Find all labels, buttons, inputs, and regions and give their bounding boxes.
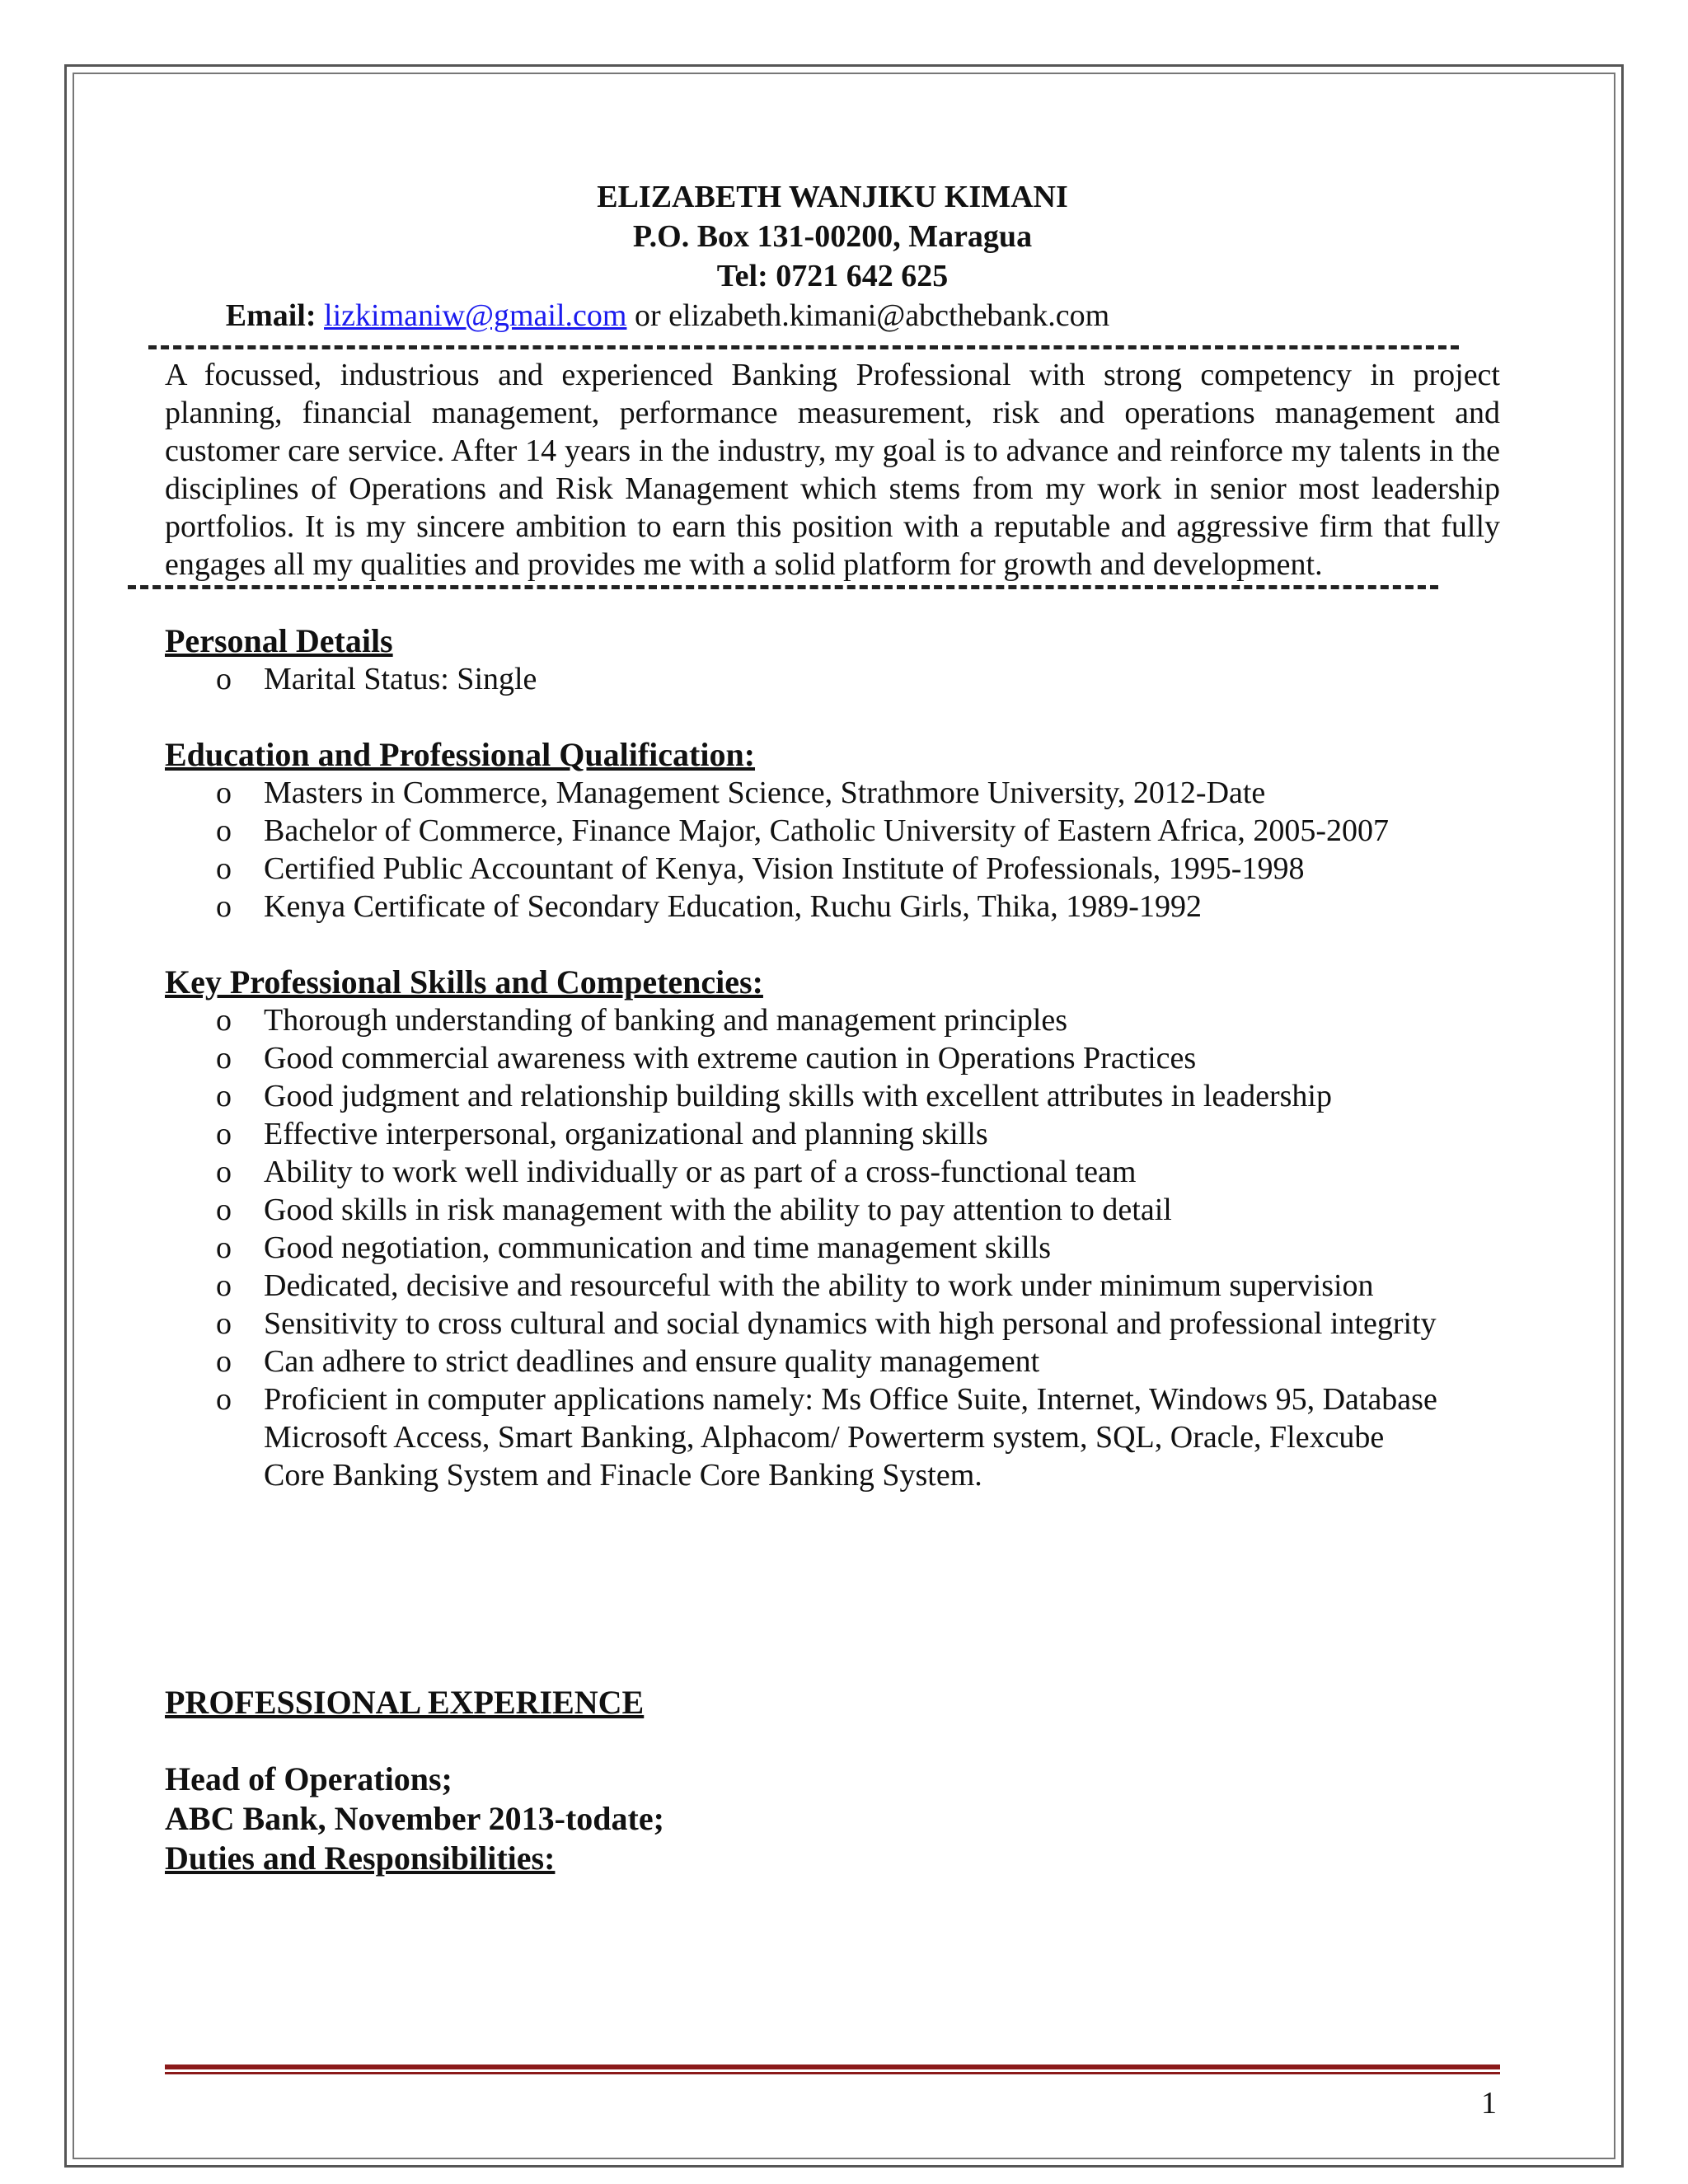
list-item: o Sensitivity to cross cultural and social dynamics with high personal and professional integrity — [216, 1306, 1437, 1341]
bullet-icon: o — [216, 1306, 232, 1341]
postal-address: P.O. Box 131-00200, Maragua — [632, 219, 1033, 254]
bullet-icon: o — [216, 1230, 232, 1265]
list-item: o Effective interpersonal, organizational and planning skills — [216, 1117, 988, 1151]
bullet-icon: o — [216, 1117, 232, 1151]
page-number: 1 — [1481, 2086, 1497, 2121]
bullet-icon: o — [216, 1344, 232, 1379]
list-item: o Proficient in computer applications namely: Ms Office Suite, Internet, Windows 95, Database Microsoft Access, Smart Banking, Alphacom/ Powerterm system, SQL, Oracle, Flexcube Core Banking System and Finacle Core Banking System. — [216, 1382, 1437, 1493]
bullet-icon: o — [216, 662, 232, 696]
bullet-icon: o — [216, 1003, 232, 1038]
dashed-divider-top — [148, 345, 1459, 349]
list-item: o Good judgment and relationship building skills with excellent attributes in leadership — [216, 1079, 1332, 1113]
skills-list — [165, 1001, 1500, 1494]
bullet-icon: o — [216, 1382, 232, 1417]
duties-heading: Duties and Responsibilities: — [165, 1840, 556, 1877]
email-connector: or — [626, 298, 669, 333]
bullet-icon: o — [216, 776, 232, 810]
telephone: Tel: 0721 642 625 — [716, 259, 949, 293]
list-item: o Good negotiation, communication and time management skills — [216, 1230, 1052, 1265]
email-label: Email: — [225, 298, 316, 333]
list-item: o Thorough understanding of banking and management principles — [216, 1003, 1068, 1038]
resume-header — [165, 177, 1500, 335]
education-heading: Education and Professional Qualification: — [165, 736, 756, 773]
job-title: Head of Operations; — [165, 1760, 452, 1797]
list-item: o Bachelor of Commerce, Finance Major, Catholic University of Eastern Africa, 2005-2007 — [216, 813, 1390, 848]
bullet-icon: o — [216, 851, 232, 886]
list-item: o Dedicated, decisive and resourceful with the ability to work under minimum supervision — [216, 1268, 1374, 1303]
education-list — [165, 774, 1500, 926]
resume-body — [165, 177, 1500, 1878]
email-line — [0, 296, 1343, 335]
bullet-icon: o — [216, 1041, 232, 1076]
skills-heading: Key Professional Skills and Competencies: — [165, 963, 763, 1001]
list-item: o Good skills in risk management with the ability to pay attention to detail — [216, 1193, 1172, 1227]
bullet-icon: o — [216, 1155, 232, 1189]
bullet-icon: o — [216, 1268, 232, 1303]
personal-details-list — [165, 660, 1500, 698]
bullet-icon: o — [216, 1079, 232, 1113]
personal-details-heading: Personal Details — [165, 622, 393, 659]
bullet-icon: o — [216, 813, 232, 848]
bullet-icon: o — [216, 889, 232, 924]
employer-and-dates: ABC Bank, November 2013-todate; — [165, 1800, 664, 1837]
list-item: o Can adhere to strict deadlines and ensure quality management — [216, 1344, 1040, 1379]
list-item: o Marital Status: Single — [216, 662, 537, 696]
list-item: o Kenya Certificate of Secondary Education, Ruchu Girls, Thika, 1989-1992 — [216, 889, 1202, 924]
list-item: o Good commercial awareness with extreme caution in Operations Practices — [216, 1041, 1197, 1076]
dashed-divider-bottom — [128, 585, 1438, 589]
profile-summary: A focussed, industrious and experienced Banking Professional with strong competency in project planning, financial management, performance measurement, risk and operations management and customer care service. After 14 years in the industry, my goal is to advance and reinforce my talents in the disciplines of Operations and Risk Management which stems from my work in senior most leadership portfolios. It is my sincere ambition to earn this position with a reputable and aggressive firm that fully engages all my qualities and provides me with a solid platform for growth and development. — [165, 358, 1500, 582]
list-item: o Masters in Commerce, Management Science, Strathmore University, 2012-Date — [216, 776, 1266, 810]
footer-rule — [165, 2064, 1500, 2078]
experience-heading: PROFESSIONAL EXPERIENCE — [165, 1684, 645, 1721]
list-item: o Ability to work well individually or as part of a cross-functional team — [216, 1155, 1137, 1189]
primary-email-link[interactable]: lizkimaniw@gmail.com — [324, 298, 627, 333]
secondary-email: elizabeth.kimani@abcthebank.com — [668, 298, 1110, 333]
list-item: o Certified Public Accountant of Kenya, Vision Institute of Professionals, 1995-1998 — [216, 851, 1305, 886]
applicant-name: ELIZABETH WANJIKU KIMANI — [597, 180, 1068, 214]
bullet-icon: o — [216, 1193, 232, 1227]
